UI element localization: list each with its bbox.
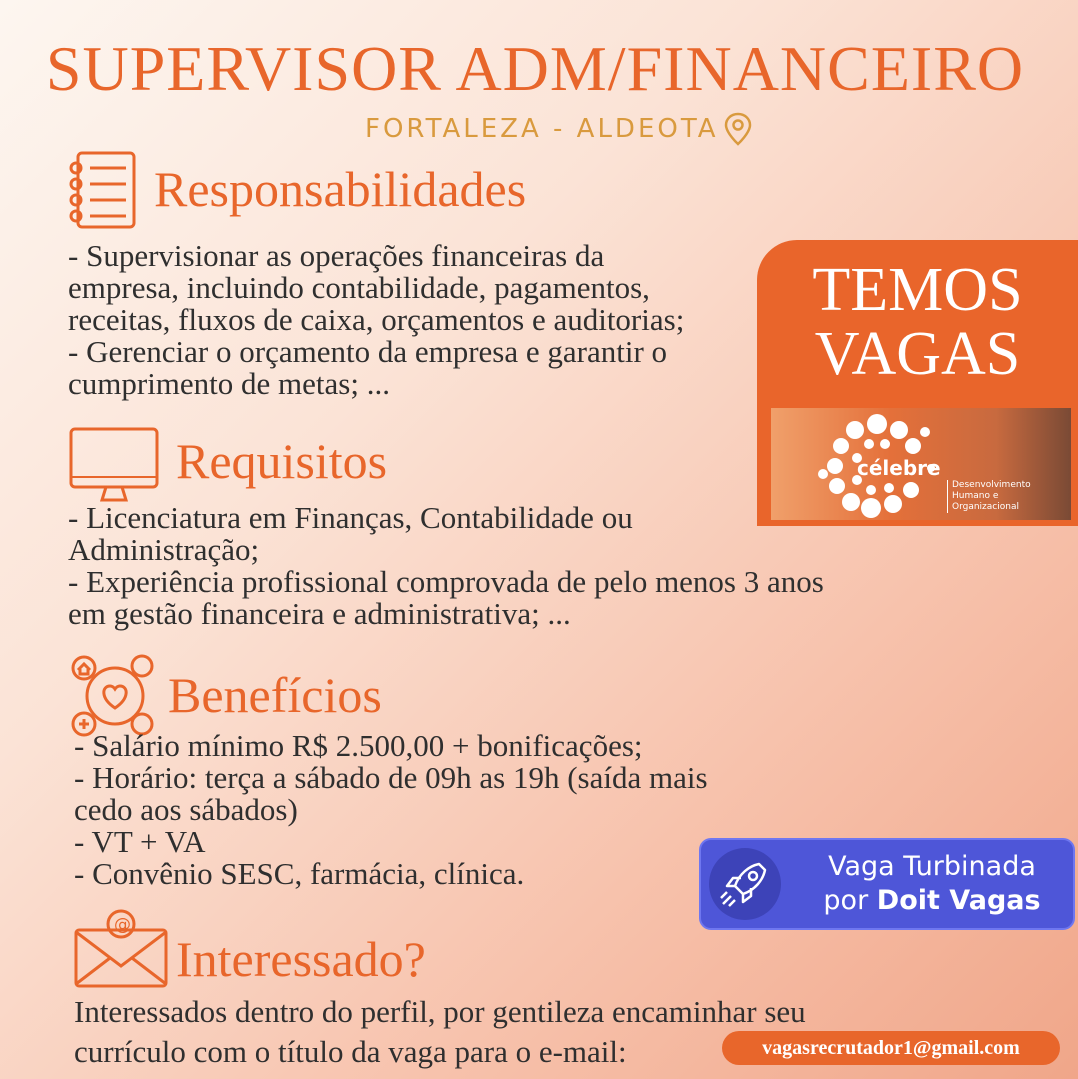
text-line: em gestão financeira e administrativa; ... xyxy=(68,596,571,631)
location xyxy=(365,112,753,146)
badge-prefix: por xyxy=(823,885,869,916)
benefits-icon xyxy=(70,654,160,738)
brand-name: célebre xyxy=(857,456,941,480)
responsabilidades-text xyxy=(68,240,684,400)
heading-beneficios: Benefícios xyxy=(168,667,382,723)
list-icon xyxy=(66,150,138,230)
text-line: - Experiência profissional comprovada de pelo menos 3 anos xyxy=(68,564,824,599)
text-line: empresa, incluindo contabilidade, pagamentos, xyxy=(68,270,650,305)
badge-brand: Doit Vagas xyxy=(876,885,1041,916)
text-line: Administração; xyxy=(68,532,260,567)
brand-sub-line: Desenvolvimento xyxy=(952,480,1031,490)
text-line: - Licenciatura em Finanças, Contabilidade ou xyxy=(68,500,633,535)
rocket-icon xyxy=(709,848,781,920)
beneficios-text xyxy=(74,730,708,890)
heading-requisitos: Requisitos xyxy=(176,433,388,489)
temos-vagas-card xyxy=(757,240,1078,526)
text-line: currículo com o título da vaga para o e-mail: xyxy=(74,1034,627,1069)
location-text: FORTALEZA - ALDEOTA xyxy=(365,114,719,144)
brand-sub-line: Humano e xyxy=(952,491,999,501)
requisitos-text xyxy=(68,502,824,630)
brand-banner xyxy=(771,408,1071,520)
text-line: receitas, fluxos de caixa, orçamentos e auditorias; xyxy=(68,302,685,337)
email-icon xyxy=(72,906,170,990)
interessado-text xyxy=(74,992,806,1072)
text-line: cumprimento de metas; ... xyxy=(68,366,390,401)
text-line: - Salário mínimo R$ 2.500,00 + bonificações; xyxy=(74,728,643,763)
svg-text:@: @ xyxy=(114,915,131,935)
text-line: Interessados dentro do perfil, por gentileza encaminhar seu xyxy=(74,994,806,1029)
monitor-icon xyxy=(68,426,160,504)
text-line: - Horário: terça a sábado de 09h as 19h (saída mais xyxy=(74,760,708,795)
badge-line-2 xyxy=(801,884,1063,918)
doit-vagas-badge[interactable] xyxy=(699,838,1075,930)
badge-text xyxy=(801,850,1063,918)
page-title: SUPERVISOR ADM/FINANCEIRO xyxy=(45,33,1025,104)
text-line: - Supervisionar as operações financeiras da xyxy=(68,238,605,273)
promo-line-2: VAGAS xyxy=(814,320,1021,388)
promo-title xyxy=(757,258,1078,386)
heading-interessado: Interessado? xyxy=(176,931,426,987)
location-pin-icon xyxy=(723,112,753,146)
badge-line-1: Vaga Turbinada xyxy=(828,851,1036,882)
brand-sub-line: Organizacional xyxy=(952,502,1019,512)
text-line: - Gerenciar o orçamento da empresa e garantir o xyxy=(68,334,668,369)
email-address[interactable]: vagasrecrutador1@gmail.com xyxy=(722,1031,1060,1065)
text-line: - Convênio SESC, farmácia, clínica. xyxy=(74,856,525,891)
text-line: cedo aos sábados) xyxy=(74,792,298,827)
promo-line-1: TEMOS xyxy=(812,256,1023,324)
heading-responsabilidades: Responsabilidades xyxy=(154,161,527,217)
text-line: - VT + VA xyxy=(74,824,206,859)
brand-subtitle xyxy=(947,480,1031,513)
